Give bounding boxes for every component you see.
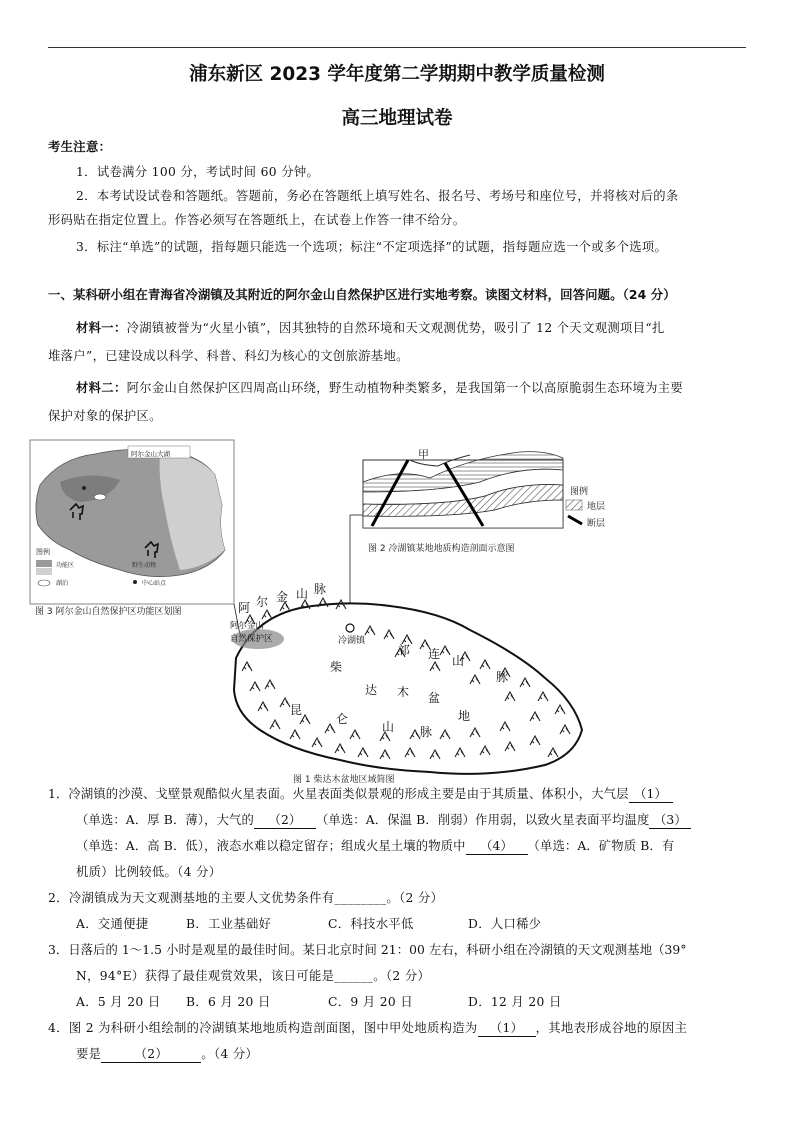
figure-1-reserve-label-1: 阿尔金山 xyxy=(230,621,265,631)
material-2-label: 材料二： xyxy=(76,381,127,395)
figure-2-jia-label: 甲 xyxy=(418,448,429,461)
figure-2-legend-title: 图例 xyxy=(570,487,589,497)
figure-1-basin-3: 木 xyxy=(397,685,410,699)
q4-line-2: 要是 （2） 。（4 分） xyxy=(76,1047,259,1061)
q2-option-c: C．科技水平低 xyxy=(328,917,414,931)
q3-option-c: C．9 月 20 日 xyxy=(328,995,413,1009)
figures-area xyxy=(0,430,794,790)
figure-1-altun-3: 金 xyxy=(276,590,289,604)
figure-1-altun-2: 尔 xyxy=(256,595,269,609)
figure-1-basin-1: 柴 xyxy=(330,660,343,674)
figure-1-altun-5: 脉 xyxy=(314,582,327,596)
figure-1-kunlun-1: 昆 xyxy=(290,703,303,717)
figure-2-profile xyxy=(350,448,605,625)
figure-3-inset-label: 阿尔金山大湖 xyxy=(131,450,170,458)
q1-blank-3: （3） xyxy=(649,812,691,829)
q3-stem-2: N，94°E）获得了最佳观赏效果，该日可能是______。（2 分） xyxy=(76,969,431,983)
q2-option-b: B．工业基础好 xyxy=(186,917,272,931)
q1-blank-2: （2） xyxy=(254,812,316,829)
figure-3-legend-title: 图例 xyxy=(36,548,50,556)
section1-heading: 一、某科研小组在青海省冷湖镇及其附近的阿尔金山自然保护区进行实地考察。读图文材料，回答问题。（24 分） xyxy=(48,287,676,302)
figure-3-legend-station: 中心站点 xyxy=(142,580,167,587)
figure-3-caption: 图 3 阿尔金山自然保护区功能区划图 xyxy=(35,607,182,617)
figure-1-qilian-1: 祁 xyxy=(398,643,411,657)
q1-blank-1: （1） xyxy=(629,786,673,803)
material-1-line-1: 材料一：冷湖镇被誉为“火星小镇”，因其独特的自然环境和天文观测优势，吸引了 12 个天文观测项目“扎 xyxy=(76,321,665,335)
material-1-line-2: 堆落户”，已建设成以科学、科普、科幻为核心的文创旅游基地。 xyxy=(48,349,409,363)
q3-stem-1: 3．日落后的 1～1.5 小时是观星的最佳时间。某日北京时间 21：00 左右，科研小组在冷湖镇的天文观测基地（39° xyxy=(48,943,687,957)
top-rule xyxy=(48,47,746,48)
figure-3-legend-animal: 野生动物 xyxy=(132,562,157,569)
figure-1-kunlun-4: 脉 xyxy=(420,725,433,739)
q4-blank-2: （2） xyxy=(101,1046,201,1063)
figure-3-map xyxy=(30,440,240,635)
q2-option-a: A．交通便捷 xyxy=(76,917,149,931)
figure-1-qilian-3: 山 xyxy=(452,654,465,668)
figure-3-legend-lake: 湖泊 xyxy=(56,580,69,587)
figure-1-qilian-4: 脉 xyxy=(496,670,509,684)
material-2-line-1: 材料二：阿尔金山自然保护区四周高山环绕，野生动植物种类繁多，是我国第一个以高原脆弱生态环境为主要 xyxy=(76,381,684,395)
figure-1-basin-4: 盆 xyxy=(428,691,441,705)
notice-item-2b: 形码贴在指定位置上。作答必须写在答题纸上，在试卷上作答一律不给分。 xyxy=(48,213,466,227)
figure-1-kunlun-2: 仑 xyxy=(336,712,349,726)
q2-option-d: D．人口稀少 xyxy=(468,917,542,931)
figure-2-legend-fault: 断层 xyxy=(587,519,606,529)
q4-blank-1: （1） xyxy=(478,1020,536,1037)
material-1-label: 材料一： xyxy=(76,321,127,335)
notice-item-1: 1．试卷满分 100 分，考试时间 60 分钟。 xyxy=(76,165,320,179)
figure-2-caption: 图 2 冷湖镇某地地质构造剖面示意图 xyxy=(368,544,515,554)
figure-1-altun-1: 阿 xyxy=(238,601,251,615)
figure-1-altun-4: 山 xyxy=(296,587,309,601)
q3-option-a: A．5 月 20 日 xyxy=(76,995,161,1009)
notice-heading: 考生注意： xyxy=(48,140,112,154)
figure-1-basin-map xyxy=(230,582,582,774)
figure-1-basin-5: 地 xyxy=(458,709,471,723)
figure-1-basin-2: 达 xyxy=(365,683,378,697)
q2-stem: 2．冷湖镇成为天文观测基地的主要人文优势条件有________。（2 分） xyxy=(48,891,444,905)
figure-1-kunlun-3: 山 xyxy=(382,720,395,734)
exam-title: 浦东新区 2023 学年度第二学期期中教学质量检测 xyxy=(189,64,605,85)
q3-option-b: B．6 月 20 日 xyxy=(186,995,271,1009)
notice-item-3: 3．标注“单选”的试题，指每题只能选一个选项；标注“不定项选择”的试题，指每题应选一个或多个选项。 xyxy=(76,240,668,254)
q1-line-2: （单选：A．厚 B．薄），大气的 （2） （单选：A．保温 B．削弱）作用弱，以致火星表面平均温度 （3） xyxy=(76,812,691,829)
figure-1-town-label: 冷湖镇 xyxy=(338,636,366,646)
q1-line-1: 1．冷湖镇的沙漠、戈壁景观酷似火星表面。火星表面类似景观的形成主要是由于其质量、体积小，大气层 （1） xyxy=(48,786,673,803)
figure-1-qilian-2: 连 xyxy=(428,647,441,661)
notice-item-2a: 2．本考试设试卷和答题纸。答题前，务必在答题纸上填写姓名、报名号、考场号和座位号，并将核对后的条 xyxy=(76,189,679,203)
figure-2-legend-strata: 地层 xyxy=(587,502,606,512)
figure-1-reserve-label-2: 自然保护区 xyxy=(230,634,273,644)
figure-1-caption: 图 1 柴达木盆地区域简图 xyxy=(293,775,395,785)
q1-line-4: 机质）比例较低。（4 分） xyxy=(76,865,222,879)
material-2-line-2: 保护对象的保护区。 xyxy=(48,409,162,423)
q4-line-1: 4．图 2 为科研小组绘制的冷湖镇某地地质构造剖面图，图中甲处地质构造为 （1） ，其地表形成谷地的原因主 xyxy=(48,1021,688,1035)
exam-subtitle: 高三地理试卷 xyxy=(341,108,453,129)
q3-option-d: D．12 月 20 日 xyxy=(468,995,562,1009)
q1-line-3: （单选：A．高 B．低），液态水难以稳定留存；组成火星土壤的物质中 （4） （单选：A．矿物质 B．有 xyxy=(76,839,675,853)
q1-blank-4: （4） xyxy=(466,838,528,855)
figure-3-legend-zone: 功能区 xyxy=(56,562,75,569)
